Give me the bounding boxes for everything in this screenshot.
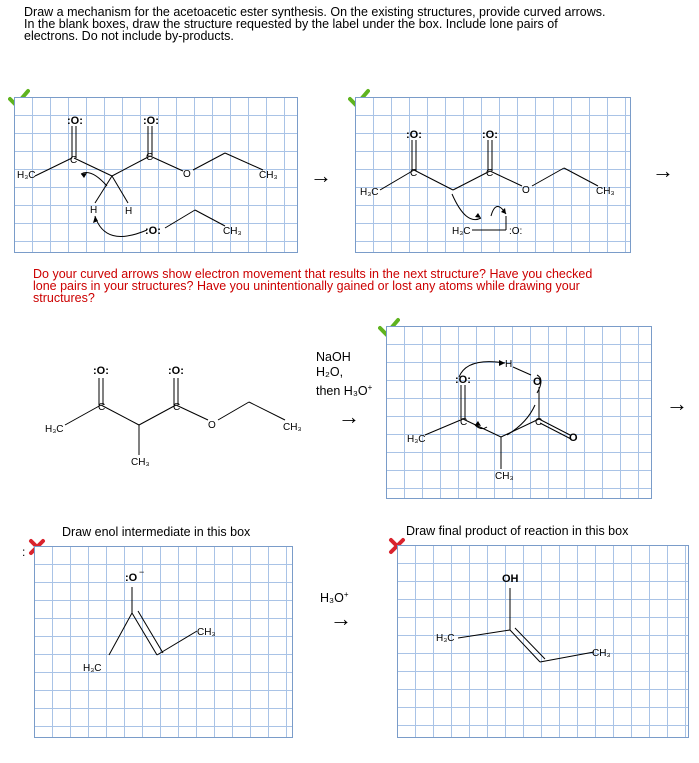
h3c-label: H₃C xyxy=(45,424,64,435)
feedback-line-1: Do your curved arrows show electron movement that results in the next structure? Have you checked xyxy=(33,267,593,281)
carbon-label: C xyxy=(173,402,181,413)
arrow-head xyxy=(475,213,481,218)
h3c-label: H₃C xyxy=(407,434,426,445)
box5-molecule xyxy=(398,546,688,737)
reagent-h2o: H₂O, xyxy=(316,365,344,379)
carbon-label: C xyxy=(70,155,78,166)
ester-oxygen: O xyxy=(183,169,191,180)
h3c-label: H₃C xyxy=(360,187,379,198)
iodide-label: :O: xyxy=(509,226,523,237)
enol-intermediate-box[interactable] xyxy=(34,546,293,738)
h3c-label: H₃C xyxy=(436,633,455,644)
box3-grid-molecule xyxy=(387,327,651,498)
reaction-arrow: → xyxy=(338,404,360,429)
enolate-oxygen: :O xyxy=(125,572,138,584)
carbonyl-oxygen: :O: xyxy=(168,365,184,377)
ch3-label: CH₃ xyxy=(495,471,514,482)
question-line-2: In the blank boxes, draw the structure requested by the label under the box. Include lone pairs of xyxy=(24,17,558,31)
reagent-h3o-text: then H₃O xyxy=(316,384,368,399)
ch3-label: CH₃ xyxy=(259,170,278,181)
reaction-arrow: → xyxy=(310,163,332,188)
hydroxyl-oxygen: O xyxy=(533,376,542,388)
reaction-arrow: → xyxy=(652,158,674,183)
hydrogen-label: H xyxy=(125,206,133,217)
ethoxide-oxygen: :O: xyxy=(145,225,161,237)
reagent-h3o xyxy=(316,380,372,399)
structure-box-2[interactable] xyxy=(355,97,631,253)
reagent-block-2 xyxy=(320,587,349,606)
h3c-label: H₃C xyxy=(452,226,471,237)
ch3-label: CH₃ xyxy=(131,457,150,468)
enolate-charge: − xyxy=(139,567,145,577)
question-line-1: Draw a mechanism for the acetoacetic ester synthesis. On the existing structures, provide curved arrows. xyxy=(24,5,606,19)
reagent-charge: + xyxy=(343,590,349,599)
question-text xyxy=(24,6,664,42)
ester-oxygen: O xyxy=(208,420,216,431)
box4-bracket: : xyxy=(22,545,26,559)
ch3-label: CH₃ xyxy=(596,186,615,197)
ch3-label: CH₃ xyxy=(283,422,302,433)
carbonyl-oxygen: :O: xyxy=(93,365,109,377)
final-product-box[interactable] xyxy=(397,545,689,738)
reaction-arrow: → xyxy=(330,606,352,631)
ester-oxygen: O xyxy=(569,432,578,444)
ester-oxygen: O xyxy=(522,185,530,196)
reagent-h3o-text: H₃O xyxy=(320,591,344,606)
curved-arrow[interactable] xyxy=(95,216,147,236)
box4-molecule xyxy=(35,547,292,737)
carbonyl-oxygen: :O: xyxy=(482,129,498,141)
hydrogen-label: H xyxy=(505,359,513,370)
feedback-line-2: lone pairs in your structures? Have you unintentionally gained or lost any atoms while drawing your xyxy=(33,279,580,293)
reaction-arrow: → xyxy=(666,391,688,416)
carbon-label: C xyxy=(535,417,543,428)
carbonyl-oxygen: :O: xyxy=(67,115,83,127)
carbonyl-oxygen: :O: xyxy=(143,115,159,127)
carbon-label: C xyxy=(486,168,494,179)
ch3-label: CH₃ xyxy=(223,226,242,237)
reagent-naoh: NaOH xyxy=(316,350,351,364)
curved-arrow[interactable] xyxy=(507,405,535,435)
feedback-line-3: structures? xyxy=(33,291,95,305)
question-line-3: electrons. Do not include by-products. xyxy=(24,29,234,43)
ch3-label: CH₃ xyxy=(197,627,216,638)
feedback-text xyxy=(33,268,633,304)
carbon-label: C xyxy=(410,168,418,179)
reagent-block-1 xyxy=(316,350,372,399)
enol-box-label: Draw enol intermediate in this box xyxy=(62,525,251,539)
carbon-label: C xyxy=(146,152,154,163)
box2-molecule xyxy=(356,98,630,252)
structure-box-3[interactable] xyxy=(386,326,652,499)
carbonyl-oxygen: :O: xyxy=(406,129,422,141)
h3c-label: H₃C xyxy=(17,170,36,181)
box3-molecule xyxy=(35,350,325,490)
structure-box-1[interactable] xyxy=(14,97,298,253)
ch3-label: CH₃ xyxy=(592,648,611,659)
hydrogen-label: H xyxy=(90,205,98,216)
carbon-label: C xyxy=(98,402,106,413)
h3c-label: H₃C xyxy=(83,663,102,674)
final-box-label: Draw final product of reaction in this box xyxy=(406,524,629,538)
box1-molecule xyxy=(15,98,297,252)
reagent-charge: + xyxy=(367,383,373,392)
enol-oxygen: OH xyxy=(502,573,519,585)
carbonyl-oxygen: :O: xyxy=(455,374,471,386)
carbon-label: C xyxy=(460,417,468,428)
